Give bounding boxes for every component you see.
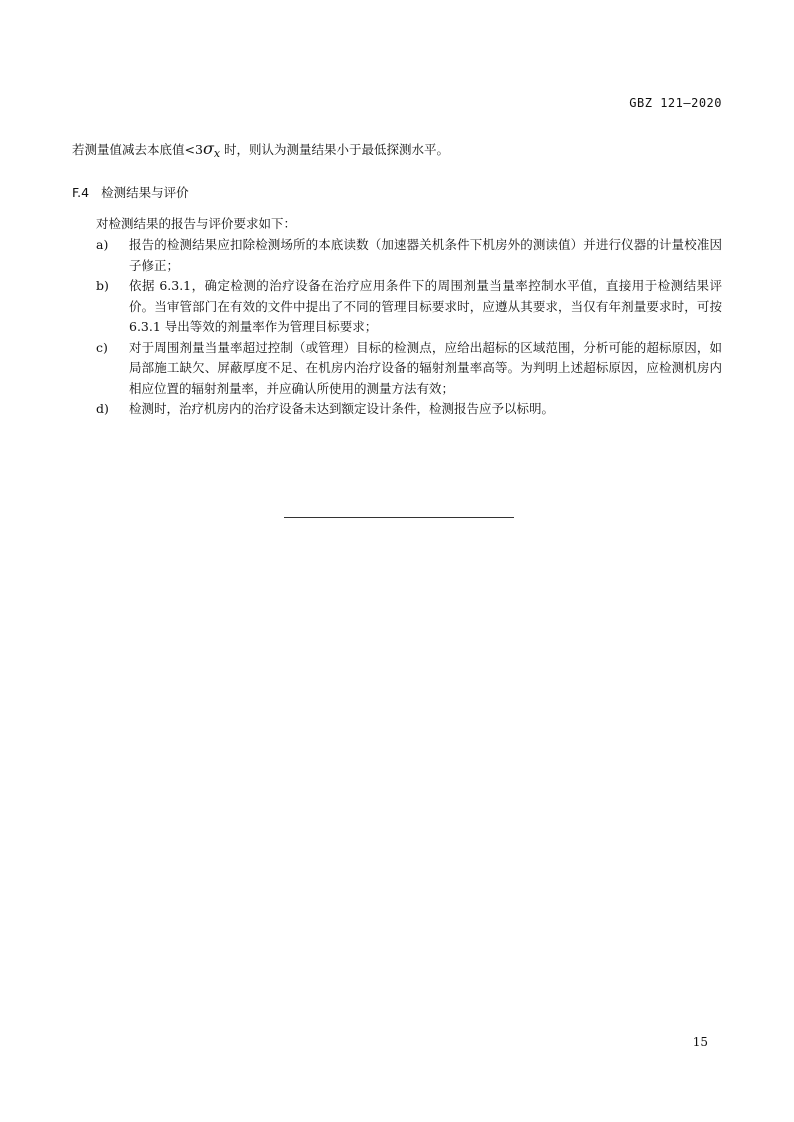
section-number: F.4 bbox=[72, 185, 90, 200]
intro-text-after: 时，则认为测量结果小于最低探测水平。 bbox=[220, 142, 450, 157]
list-item-text: 检测时，治疗机房内的治疗设备未达到额定设计条件，检测报告应予以标明。 bbox=[129, 401, 555, 416]
intro-text-before: 若测量值减去本底值<3 bbox=[72, 142, 203, 157]
sigma-symbol: σ bbox=[202, 139, 214, 158]
section-heading bbox=[72, 183, 189, 201]
section-title: 检测结果与评价 bbox=[101, 185, 189, 200]
list-marker: b) bbox=[96, 278, 109, 293]
page-number: 15 bbox=[692, 1035, 708, 1049]
list-item-text: 对于周围剂量当量率超过控制（或管理）目标的检测点，应给出超标的区域范围，分析可能的超标原因，如局部施工缺欠、屏蔽厚度不足、在机房内治疗设备的辐射剂量率高等。为判明上述超标原因，应检测机房内相应位置的辐射剂量率，并应确认所使用的测量方法有效； bbox=[129, 339, 722, 396]
list-item-text: 依据 6.3.1，确定检测的治疗设备在治疗应用条件下的周围剂量当量率控制水平值，直接用于检测结果评价。当审管部门在有效的文件中提出了不同的管理目标要求时，应遵从其要求，当仅有年剂量要求时，可按 6.3.1 导出等效的剂量率作为管理目标要求； bbox=[129, 278, 722, 334]
intro-paragraph bbox=[72, 140, 449, 160]
list-item-a bbox=[96, 235, 722, 276]
lead-sentence: 对检测结果的报告与评价要求如下： bbox=[96, 216, 297, 231]
list-marker: a) bbox=[96, 237, 109, 252]
list-marker: d) bbox=[96, 401, 109, 416]
list-marker: c) bbox=[96, 339, 108, 355]
list-item-c bbox=[96, 338, 722, 400]
list-item-d bbox=[96, 399, 722, 420]
end-rule bbox=[284, 517, 514, 518]
list-item-text: 报告的检测结果应扣除检测场所的本底读数（加速器关机条件下机房外的测读值）并进行仪器的计量校准因子修正； bbox=[129, 237, 722, 273]
standard-code: GBZ 121—2020 bbox=[629, 96, 722, 110]
requirements-list bbox=[96, 235, 722, 420]
sigma-subscript: x bbox=[213, 147, 221, 160]
list-item-b bbox=[96, 276, 722, 338]
